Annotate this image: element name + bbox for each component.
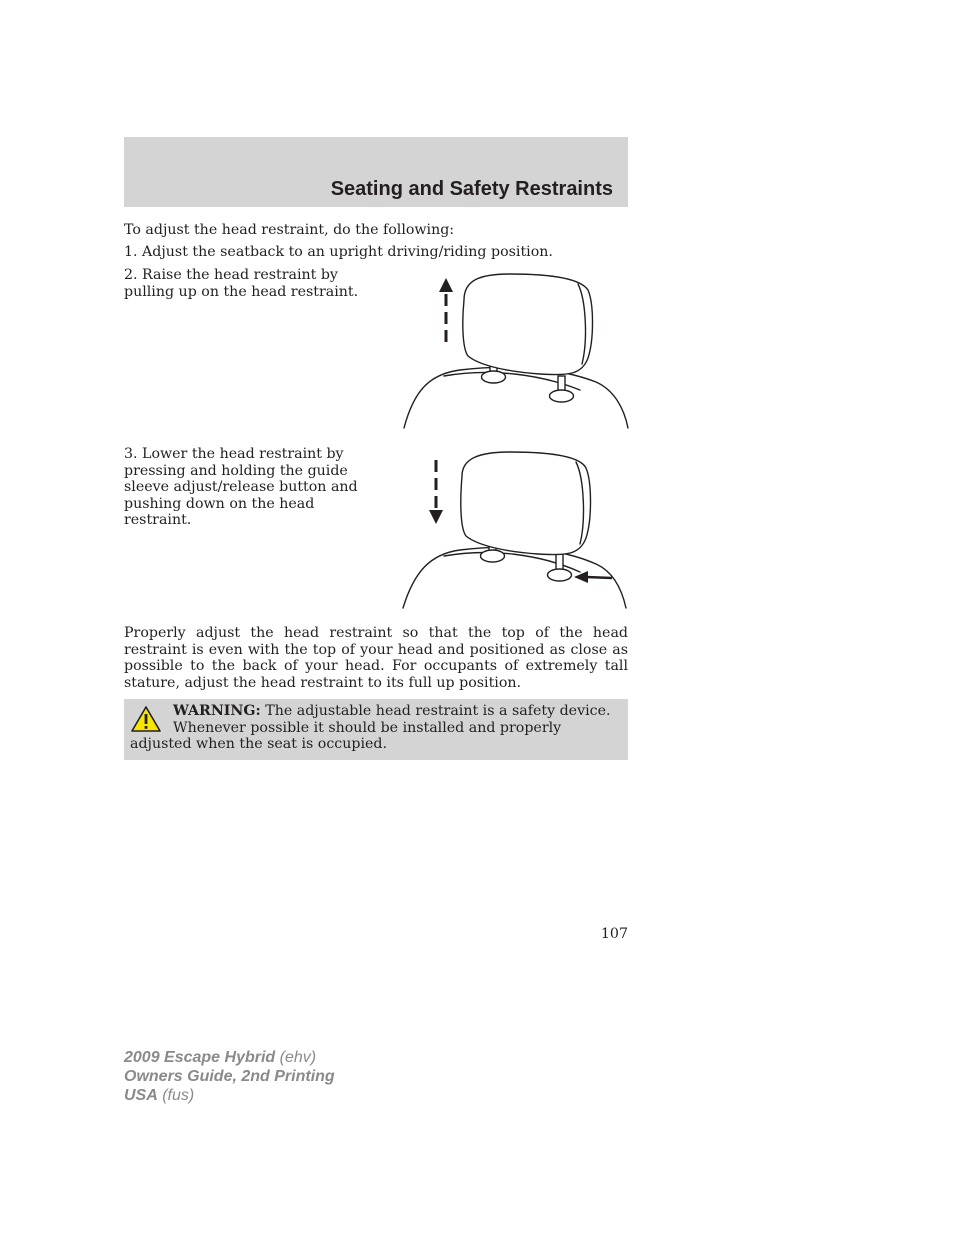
step-1-text: 1. Adjust the seatback to an upright driving/riding position. [124,244,553,260]
footer-line-3: USA (fus) [124,1087,195,1104]
head-restraint-raise-illustration [400,270,630,430]
warning-body: The adjustable head restraint is a safety device. Whenever possible it should be installed and properly adjusted when the seat is occupied. [130,703,611,753]
footer-line-2: Owners Guide, 2nd Printing [124,1068,335,1085]
warning-text [130,703,616,753]
warning-label: WARNING: [173,703,261,719]
warning-box [124,699,628,760]
head-restraint-lower-illustration [400,450,630,610]
document-footer [124,1048,335,1105]
section-title: Seating and Safety Restraints [330,178,613,200]
intro-text: To adjust the head restraint, do the following: [124,222,455,238]
footer-line-1: 2009 Escape Hybrid (ehv) [124,1049,317,1066]
page-number: 107 [600,926,628,942]
section-header-band [124,137,628,207]
step-2-text: 2. Raise the head restraint by pulling up on the head restraint. [124,267,359,300]
step-3-text: 3. Lower the head restraint by pressing and holding the guide sleeve adjust/release button and pushing down on the head restraint. [124,446,358,529]
adjustment-paragraph: Properly adjust the head restraint so that the top of the head restraint is even with the top of your head and positioned as close as possible to the back of your head. For occupants of extremely tall stature, adjust the head restraint to its full up position. [124,625,628,691]
